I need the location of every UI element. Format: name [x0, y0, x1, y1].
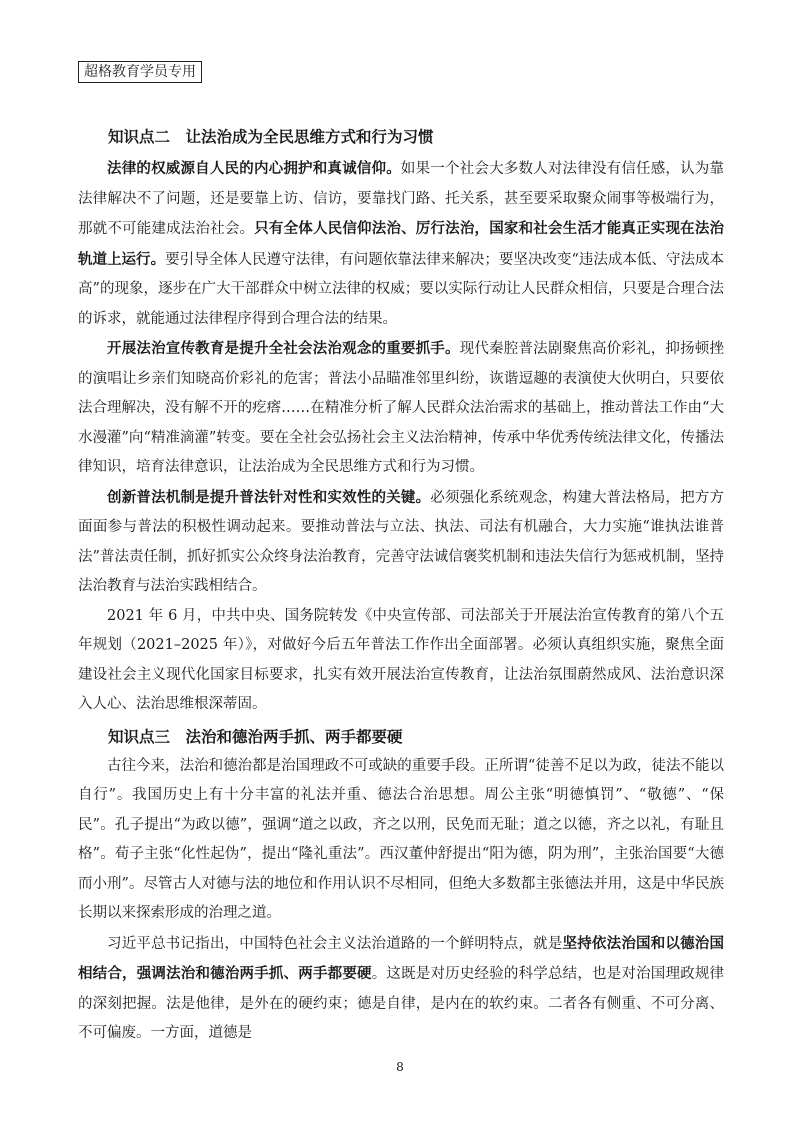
header-label: 超格教育学员专用 — [78, 61, 202, 83]
paragraph-text: 。这既是对历史经验的科学总结，也是对治国理政规律的深刻把握。法是他律，是外在的硬约束；德是自律，是内在的软约束。二者各有侧重、不可分离、不可偏废。一方面，道德是 — [78, 966, 725, 1041]
paragraph — [78, 483, 724, 602]
paragraph-text: 现代秦腔普法剧聚焦高价彩礼，抑扬顿挫的演唱让乡亲们知晓高价彩礼的危害；普法小品瞄准邻里纠纷，诙谐逗趣的表演使大伙明白，只要依法合理解决，没有解不开的疙瘩……在精准分析了解人民群众法治需求的基础上，推动普法工作由“大水漫灌”向“精准滴灌”转变。要在全社会弘扬社会主义法治精神，传承中华优秀传统法律文化，传播法律知识，培育法律意识，让法治成为全民思维方式和行为习惯。 — [78, 341, 725, 475]
section-heading-3: 知识点三 法治和德治两手抓、两手都要硬 — [108, 726, 403, 746]
paragraph-text: 古往今来，法治和德治都是治国理政不可或缺的重要手段。正所谓“徒善不足以为政，徒法不能以自行”。我国历史上有十分丰富的礼法并重、德法合治思想。周公主张“明德慎罚”、“敬德”、“保民”。孔子提出“为政以德”，强调“道之以政，齐之以刑，民免而无耻；道之以德，齐之以礼，有耻且格”。荀子主张“化性起伪”，提出“隆礼重法”。西汉董仲舒提出“阳为德，阴为刑”，主张治国要“大德而小刑”。尽管古人对德与法的地位和作用认识不尽相同，但绝大多数都主张德法并用，这是中华民族长期以来探索形成的治理之道。 — [78, 757, 724, 921]
paragraph-text: 要引导全体人民遵守法律，有问题依靠法律来解决；要坚决改变“违法成本低、守法成本高”的现象，逐步在广大干部群众中树立法律的权威；要以实际行动让人民群众相信，只要是合理合法的诉求，就能通过法律程序得到合理合法的结果。 — [78, 251, 725, 327]
paragraph-text: 必须强化系统观念，构建大普法格局，把方方面面参与普法的积极性调动起来。要推动普法与立法、执法、司法有机融合，大力实施“谁执法谁普法”普法责任制，抓好抓实公众终身法治教育，完善守法诚信褒奖机制和违法失信行为惩戒机制，坚持法治教育与法治实践相结合。 — [78, 489, 725, 594]
paragraph-text: 如果一个社会大多数人对法律没有信任感，认为靠法律解决不了问题，还是要靠上访、信访，要靠找门路、托关系，甚至要采取聚众闹事等极端行为，那就不可能建成法治社会。 — [78, 161, 725, 237]
paragraph — [78, 154, 724, 334]
key-sentence: 只有全体人民信仰法治、厉行法治，国家和社会生活才能真正实现在法治轨道上运行。 — [78, 220, 724, 268]
key-sentence: 坚持依法治国和以德治国相结合，强调法治和德治两手抓、两手都要硬 — [78, 934, 724, 982]
key-sentence: 创新普法机制是提升普法针对性和实效性的关键。 — [107, 488, 431, 506]
paragraph — [78, 602, 724, 720]
paragraph — [78, 752, 724, 929]
document-body — [78, 124, 724, 1049]
paragraph-text: 习近平总书记指出，中国特色社会主义法治道路的一个鲜明特点，就是 — [107, 935, 563, 952]
section-heading-2: 知识点二 让法治成为全民思维方式和行为习惯 — [108, 127, 434, 146]
key-sentence: 开展法治宣传教育是提升全社会法治观念的重要抓手。 — [107, 340, 460, 357]
paragraph-text: 2021 年 6 月，中共中央、国务院转发《中央宣传部、司法部关于开展法治宣传教育的第八个五年规划（2021–2025 年）》，对做好今后五年普法工作作出全面部署。必须认真组织实施，聚焦全面建设社会主义现代化国家目标要求，扎实有效开展法治宣传教育，让法治氛围蔚然成风、法治意识深入人心、法治思维根深蒂固。 — [78, 607, 724, 712]
paragraph — [78, 334, 724, 483]
page-number: 8 — [396, 1060, 404, 1074]
paragraph — [78, 929, 724, 1049]
key-sentence: 法律的权威源自人民的内心拥护和真诚信仰。 — [107, 160, 401, 177]
